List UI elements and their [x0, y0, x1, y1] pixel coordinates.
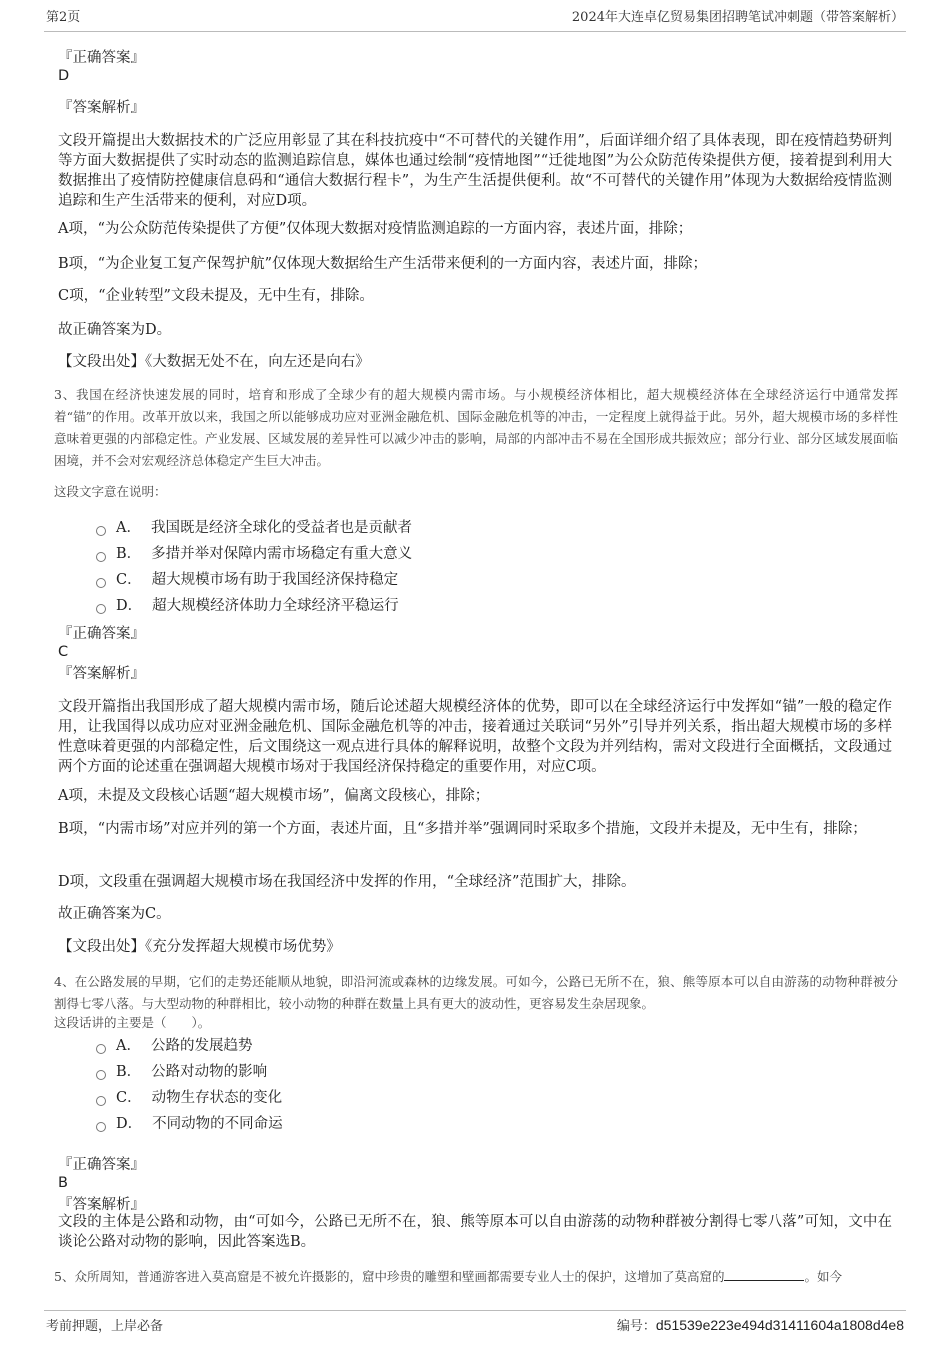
q3-option-a-explanation: A项，未提及文段核心话题“超大规模市场”，偏离文段核心，排除；	[58, 788, 490, 804]
q3-option-a[interactable]: A． 我国既是经济全球化的受益者也是贡献者	[96, 518, 412, 538]
radio-icon[interactable]	[96, 1122, 106, 1132]
q3-prompt: 这段文字意在说明：	[54, 484, 167, 499]
q2-option-b-explanation: B项，“为企业复工复产保驾护航”仅体现大数据给生产生活带来便利的一方面内容，表述片面，排除；	[58, 256, 707, 272]
q4-answer: B	[58, 1175, 68, 1191]
document-code: 编号：d51539e223e494d31411604a1808d4e8	[616, 1317, 904, 1334]
q4-prompt: 这段话讲的主要是（ ）。	[54, 1015, 211, 1030]
q3-answer: C	[58, 644, 69, 660]
document-title: 2024年大连卓亿贸易集团招聘笔试冲刺题（带答案解析）	[571, 10, 904, 25]
q5-stem: 5、众所周知，普通游客进入莫高窟是不被允许摄影的，窟中珍贵的雕塑和壁画都需要专业人士的保护，这增加了莫高窟的 。如今	[54, 1269, 842, 1284]
q3-option-c[interactable]: C． 超大规模市场有助于我国经济保持稳定	[96, 570, 398, 590]
q3-option-d[interactable]: D． 超大规模经济体助力全球经济平稳运行	[96, 596, 399, 616]
q2-source: 【文段出处】《大数据无处不在，向左还是向右》	[58, 354, 370, 370]
radio-icon[interactable]	[96, 578, 106, 588]
q4-analysis-label: 『答案解析』	[58, 1197, 145, 1213]
q2-answer: D	[58, 68, 70, 84]
radio-icon[interactable]	[96, 1070, 106, 1080]
q3-stem: 3、我国在经济快速发展的同时，培育和形成了全球少有的超大规模内需市场。与小规模经济体相比，超大规模经济体在全球经济运行中通常发挥着“锚”的作用。改革开放以来，我国之所以能够成功应对亚洲金融危机、国际金融危机等的冲击，一定程度上就得益于此。另外，超大规模市场的多样性意味着更强的内部稳定性。产业发展、区域发展的差异性可以减少冲击的影响，局部的内部冲击不易在全国形成共振效应；部分行业、部分区域发展面临困境，并不会对宏观经济总体稳定产生巨大冲击。	[54, 387, 898, 468]
footer-divider	[44, 1310, 906, 1311]
q3-analysis-label: 『答案解析』	[58, 666, 145, 682]
radio-icon[interactable]	[96, 1044, 106, 1054]
q3-conclusion: 故正确答案为C。	[58, 906, 171, 922]
q4-answer-label: 『正确答案』	[58, 1157, 145, 1173]
radio-icon[interactable]	[96, 526, 106, 536]
q4-option-a[interactable]: A． 公路的发展趋势	[96, 1036, 252, 1056]
q4-analysis: 文段的主体是公路和动物，由“可如今，公路已无所不在，狼、熊等原本可以自由游荡的动物种群被分割得七零八落”可知，文中在谈论公路对动物的影响，因此答案选B。	[58, 1214, 892, 1250]
radio-icon[interactable]	[96, 1096, 106, 1106]
radio-icon[interactable]	[96, 552, 106, 562]
q3-answer-label: 『正确答案』	[58, 626, 145, 642]
q3-option-b[interactable]: B． 多措并举对保障内需市场稳定有重大意义	[96, 544, 412, 564]
fill-in-blank[interactable]	[724, 1268, 804, 1281]
q2-option-a-explanation: A项，“为公众防范传染提供了方便”仅体现大数据对疫情监测追踪的一方面内容，表述片面，排除；	[58, 221, 693, 237]
q4-stem: 4、在公路发展的早期，它们的走势还能顺从地貌，即沿河流或森林的边缘发展。可如今，公路已无所不在，狼、熊等原本可以自由游荡的动物种群被分割得七零八落。与大型动物的种群相比，较小动物的种群在数量上具有更大的波动性，更容易发生杂居现象。	[54, 974, 898, 1011]
q2-conclusion: 故正确答案为D。	[58, 322, 172, 338]
radio-icon[interactable]	[96, 604, 106, 614]
q4-option-b[interactable]: B． 公路对动物的影响	[96, 1062, 267, 1082]
page-number: 第2页	[46, 10, 81, 25]
q2-answer-label: 『正确答案』	[58, 50, 145, 66]
q2-analysis-label: 『答案解析』	[58, 100, 145, 116]
q3-option-b-explanation: B项，“内需市场”对应并列的第一个方面，表述片面，且“多措并举”强调同时采取多个措施，文段并未提及，无中生有，排除；	[58, 821, 867, 837]
header-divider	[44, 31, 906, 32]
q2-analysis: 文段开篇提出大数据技术的广泛应用彰显了其在科技抗疫中“不可替代的关键作用”，后面详细介绍了具体表现，即在疫情趋势研判等方面大数据提供了实时动态的监测追踪信息，媒体也通过绘制“疫情地图”“迁徙地图”为公众防范传染提供方便，接着提到利用大数据推出了疫情防控健康信息码和“通信大数据行程卡”，为生产生活提供便利。故“不可替代的关键作用”体现为大数据给疫情监测追踪和生产生活带来的便利，对应D项。	[58, 133, 892, 209]
q3-option-d-explanation: D项，文段重在强调超大规模市场在我国经济中发挥的作用，“全球经济”范围扩大，排除。	[58, 874, 636, 890]
q2-option-c-explanation: C项，“企业转型”文段未提及，无中生有，排除。	[58, 288, 374, 304]
footer-slogan: 考前押题，上岸必备	[46, 1319, 164, 1334]
q3-analysis: 文段开篇指出我国形成了超大规模内需市场，随后论述超大规模经济体的优势，即可以在全球经济运行中发挥如“锚”一般的稳定作用，让我国得以成功应对亚洲金融危机、国际金融危机等的冲击，接着通过关联词“另外”引导并列关系，指出超大规模市场的多样性意味着更强的内部稳定性，后文围绕这一观点进行具体的解释说明，故整个文段为并列结构，需对文段进行全面概括，文段通过两个方面的论述重在强调超大规模市场对于我国经济保持稳定的重要作用，对应C项。	[58, 699, 892, 775]
q4-option-d[interactable]: D． 不同动物的不同命运	[96, 1114, 283, 1134]
q4-option-c[interactable]: C． 动物生存状态的变化	[96, 1088, 282, 1108]
q3-source: 【文段出处】《充分发挥超大规模市场优势》	[58, 939, 341, 955]
